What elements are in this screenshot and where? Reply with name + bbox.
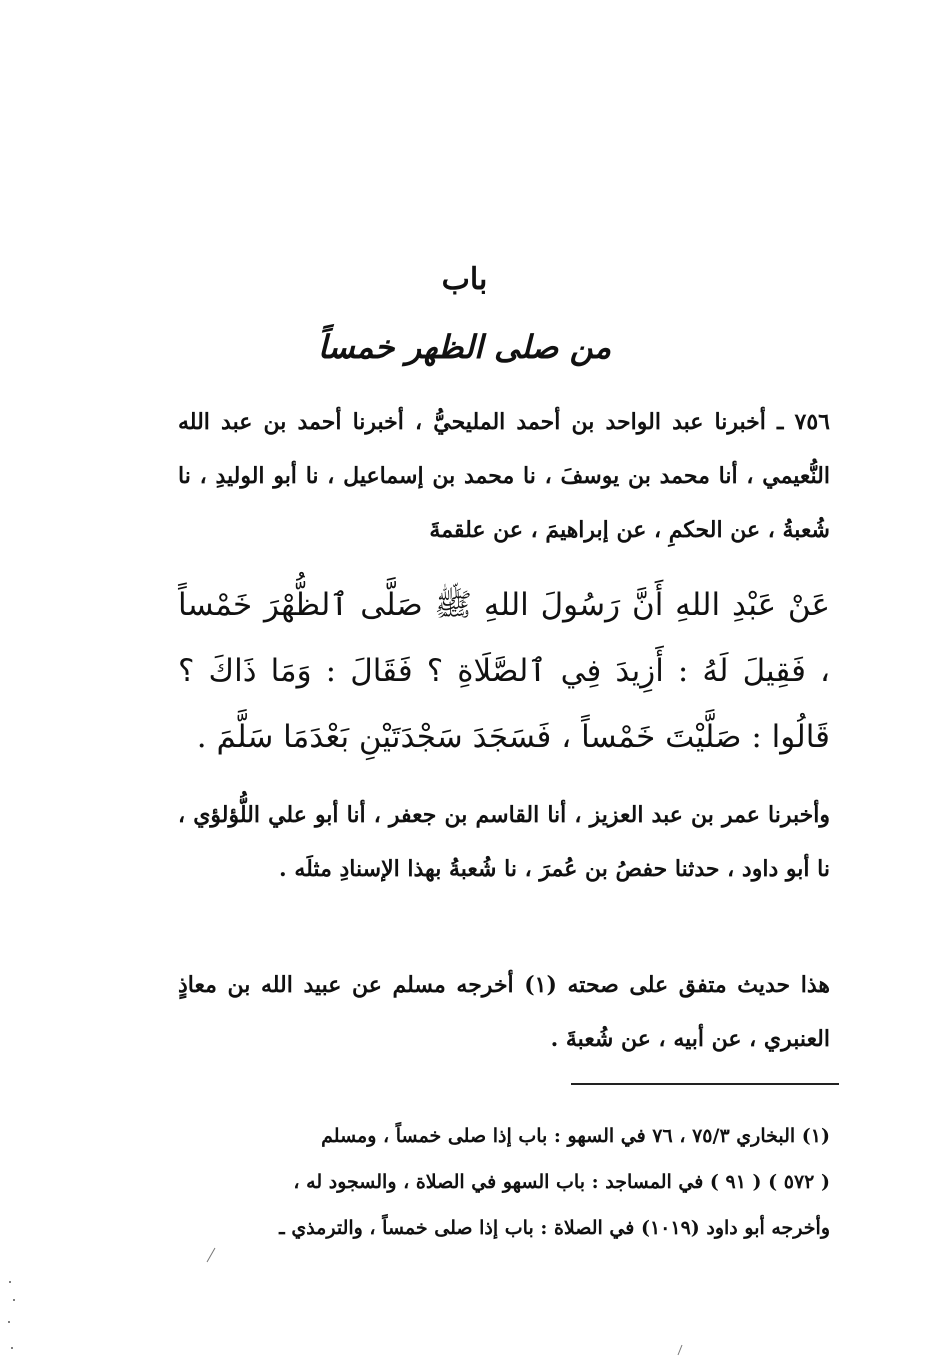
hadith-second-isnad: وأخبرنا عمر بن عبد العزيز ، أنا القاسم بن جعفر ، أنا أبو علي اللُّؤلؤي ، نا أبو داود ، حدثنا حفصُ بن عُمرَ ، نا شُعبةُ بهذا الإسنادِ مثلَه . — [178, 802, 830, 882]
footnote-line: ( ٥٧٢ ) ( ٩١ ) في المساجد : باب السهو في الصلاة ، والسجود له ، — [293, 1171, 830, 1193]
hadith-matn: عَنْ عَبْدِ اللهِ أَنَّ رَسُولَ اللهِ ﷺ صَلَّى ٱلظُّهْرَ خَمْساً ، فَقِيلَ لَهُ : أَزِيدَ فِي ٱلصَّلَاةِ ؟ فَقَالَ : وَمَا ذَاكَ ؟ قَالُوا : صَلَّيْتَ خَمْساً ، فَسَجَدَ سَجْدَتَيْنِ بَعْدَمَا سَلَّمَ . — [178, 587, 830, 755]
footnote-divider — [571, 1083, 839, 1085]
hadith-isnad: ٧٥٦ ـ أخبرنا عبد الواحد بن أحمد المليحيُّ ، أخبرنا أحمد بن عبد الله النُّعيمي ، أنا محمد بن يوسفَ ، نا محمد بن إسماعيل ، نا أبو الوليدِ ، نا شُعبةُ ، عن الحكمِ ، عن إبراهيمَ ، عن علقمةَ — [178, 409, 830, 543]
chapter-label: باب — [441, 262, 488, 297]
footnote-line: وأخرجه أبو داود (١٠١٩) في الصلاة : باب إذا صلى خمساً ، والترمذي ـ — [279, 1217, 830, 1239]
chapter-title: من صلى الظهر خمساً — [317, 328, 612, 366]
footnotes — [178, 1113, 830, 1251]
hadith-takhrij: هذا حديث متفق على صحته (١) أخرجه مسلم عن عبيد الله بن معاذٍ العنبري ، عن أبيه ، عن شُعبةَ . — [178, 972, 830, 1052]
footnote-line: (١) البخاري ٧٥/٣ ، ٧٦ في السهو : باب إذا صلى خمساً ، ومسلم — [321, 1125, 830, 1147]
